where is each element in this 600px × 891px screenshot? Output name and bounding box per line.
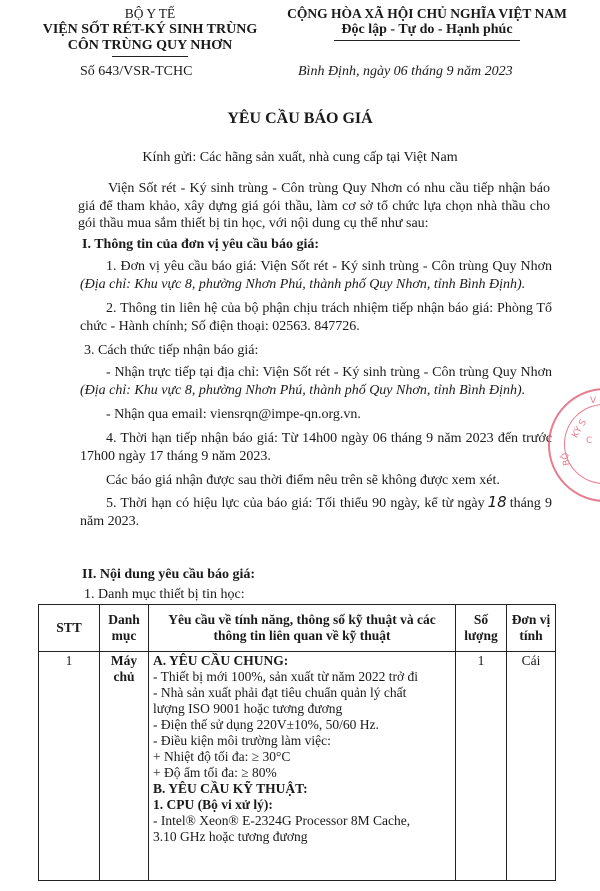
row-category: Máy chủ (100, 652, 149, 881)
req-line: + Độ ẩm tối đa: ≥ 80% (153, 765, 277, 780)
institute-name-line1: VIỆN SỐT RÉT-KÝ SINH TRÙNG (42, 22, 258, 37)
section1-item4: 4. Thời hạn tiếp nhận báo giá: Từ 14h00 ngày 06 tháng 9 năm 2023 đến trước 17h00 ngày 17 tháng 9 năm 2023. (80, 431, 552, 464)
section1-item5: 5. Thời hạn có hiệu lực của báo giá: Tối thiểu 90 ngày, kể từ ngày 18 tháng 9 năm 2023. (80, 493, 552, 529)
nation-title: CỘNG HÒA XÃ HỘI CHỦ NGHĨA VIỆT NAM (287, 6, 567, 21)
section2-sub1: 1. Danh mục thiết bị tin học: (84, 587, 245, 602)
intro-paragraph: Viện Sốt rét - Ký sinh trùng - Côn trùng Quy Nhơn có nhu cầu tiếp nhận báo giá để tham khảo, xây dựng giá gói thầu, làm cơ sở tổ chức lựa chọn nhà thầu cho gói thầu mua sắm thiết bị tin học, với nội dung cụ thể như sau: (78, 181, 550, 231)
section1-heading: I. Thông tin của đơn vị yêu cầu báo giá: (82, 237, 319, 252)
section1-item3-email: - Nhận qua email: viensrqn@impe-qn.org.vn. (106, 407, 361, 422)
handwritten-day: 18 (487, 493, 507, 511)
section1-item1: 1. Đơn vị yêu cầu báo giá: Viện Sốt rét - Ký sinh trùng - Côn trùng Quy Nhơn (Địa chỉ: Khu vực 8, phường Nhơn Phú, thành phố Quy Nhơn, tỉnh Bình Định). (80, 259, 552, 292)
document-number: Số 643/VSR-TCHC (80, 64, 193, 79)
official-stamp (548, 388, 600, 502)
section1-item4-note: Các báo giá nhận được sau thời điểm nêu trên sẽ không được xem xét. (106, 473, 500, 488)
recipient-line: Kính gửi: Các hãng sản xuất, nhà cung cấp tại Việt Nam (142, 150, 458, 165)
header-stt: STT (39, 605, 100, 652)
stamp-fragment: BỘ (560, 451, 573, 467)
row-quantity: 1 (456, 652, 507, 881)
section1-item2: 2. Thông tin liên hệ của bộ phận chịu trách nhiệm tiếp nhận báo giá: Phòng Tổ chức - Hành chính; Số điện thoại: 02563. 847726. (80, 301, 552, 334)
stamp-fragment: C (586, 436, 593, 446)
institute-name-line2: CÔN TRÙNG QUY NHƠN (67, 38, 233, 53)
document-title: YÊU CẦU BÁO GIÁ (227, 110, 373, 127)
section1-item3-address: (Địa chỉ: Khu vực 8, phường Nhơn Phú, thành phố Quy Nhơn, tỉnh Bình Định). (80, 382, 526, 398)
req-line: lượng ISO 9001 hoặc tương đương (153, 701, 343, 716)
row-unit: Cái (507, 652, 556, 881)
req-general-title: A. YÊU CẦU CHUNG: (153, 653, 289, 668)
req-line: + Nhiệt độ tối đa: ≥ 30°C (153, 749, 291, 764)
equipment-table (38, 604, 556, 881)
place-and-date: Bình Định, ngày 06 tháng 9 năm 2023 (298, 64, 513, 79)
cpu-title: 1. CPU (Bộ vi xử lý): (153, 797, 273, 812)
header-underline-right (334, 40, 520, 41)
req-line: - Thiết bị mới 100%, sản xuất từ năm 2022 trở đi (153, 669, 419, 684)
section1-item3-direct: - Nhận trực tiếp tại địa chỉ: Viện Sốt rét - Ký sinh trùng - Côn trùng Quy Nhơn (Địa chỉ: Khu vực 8, phường Nhơn Phú, thành phố Quy Nhơn, tỉnh Bình Định). (80, 365, 552, 398)
ministry-name: BỘ Y TẾ (124, 6, 176, 21)
row-requirements (149, 652, 456, 881)
stamp-fragment: KÝ S (570, 417, 590, 441)
stamp-inner-ring (564, 404, 600, 484)
req-tech-title: B. YÊU CẦU KỸ THUẬT: (153, 781, 308, 796)
stamp-fragment: V (590, 396, 597, 406)
section2-heading: II. Nội dung yêu cầu báo giá: (82, 567, 256, 582)
req-line: - Điện thế sử dụng 220V±10%, 50/60 Hz. (153, 717, 379, 732)
table-row (39, 652, 556, 881)
cpu-line: 3.10 GHz hoặc tương đương (153, 829, 308, 844)
section1-item3: 3. Cách thức tiếp nhận báo giá: (84, 343, 259, 358)
table-header-row (39, 605, 556, 652)
req-line: - Nhà sản xuất phải đạt tiêu chuẩn quản lý chất (153, 685, 407, 700)
header-underline-left (112, 56, 188, 57)
row-stt: 1 (39, 652, 100, 881)
header-quantity: Số lượng (456, 605, 507, 652)
req-line: - Điều kiện môi trường làm việc: (153, 733, 331, 748)
header-unit: Đơn vị tính (507, 605, 556, 652)
cpu-line: - Intel® Xeon® E-2324G Processor 8M Cache, (153, 813, 411, 828)
header-category: Danh mục (100, 605, 149, 652)
section1-item1-address: (Địa chỉ: Khu vực 8, phường Nhơn Phú, thành phố Quy Nhơn, tỉnh Bình Định). (80, 276, 526, 292)
national-motto: Độc lập - Tự do - Hạnh phúc (341, 22, 513, 37)
header-requirements: Yêu cầu về tính năng, thông số kỹ thuật và các thông tin liên quan về kỹ thuật (149, 605, 456, 652)
